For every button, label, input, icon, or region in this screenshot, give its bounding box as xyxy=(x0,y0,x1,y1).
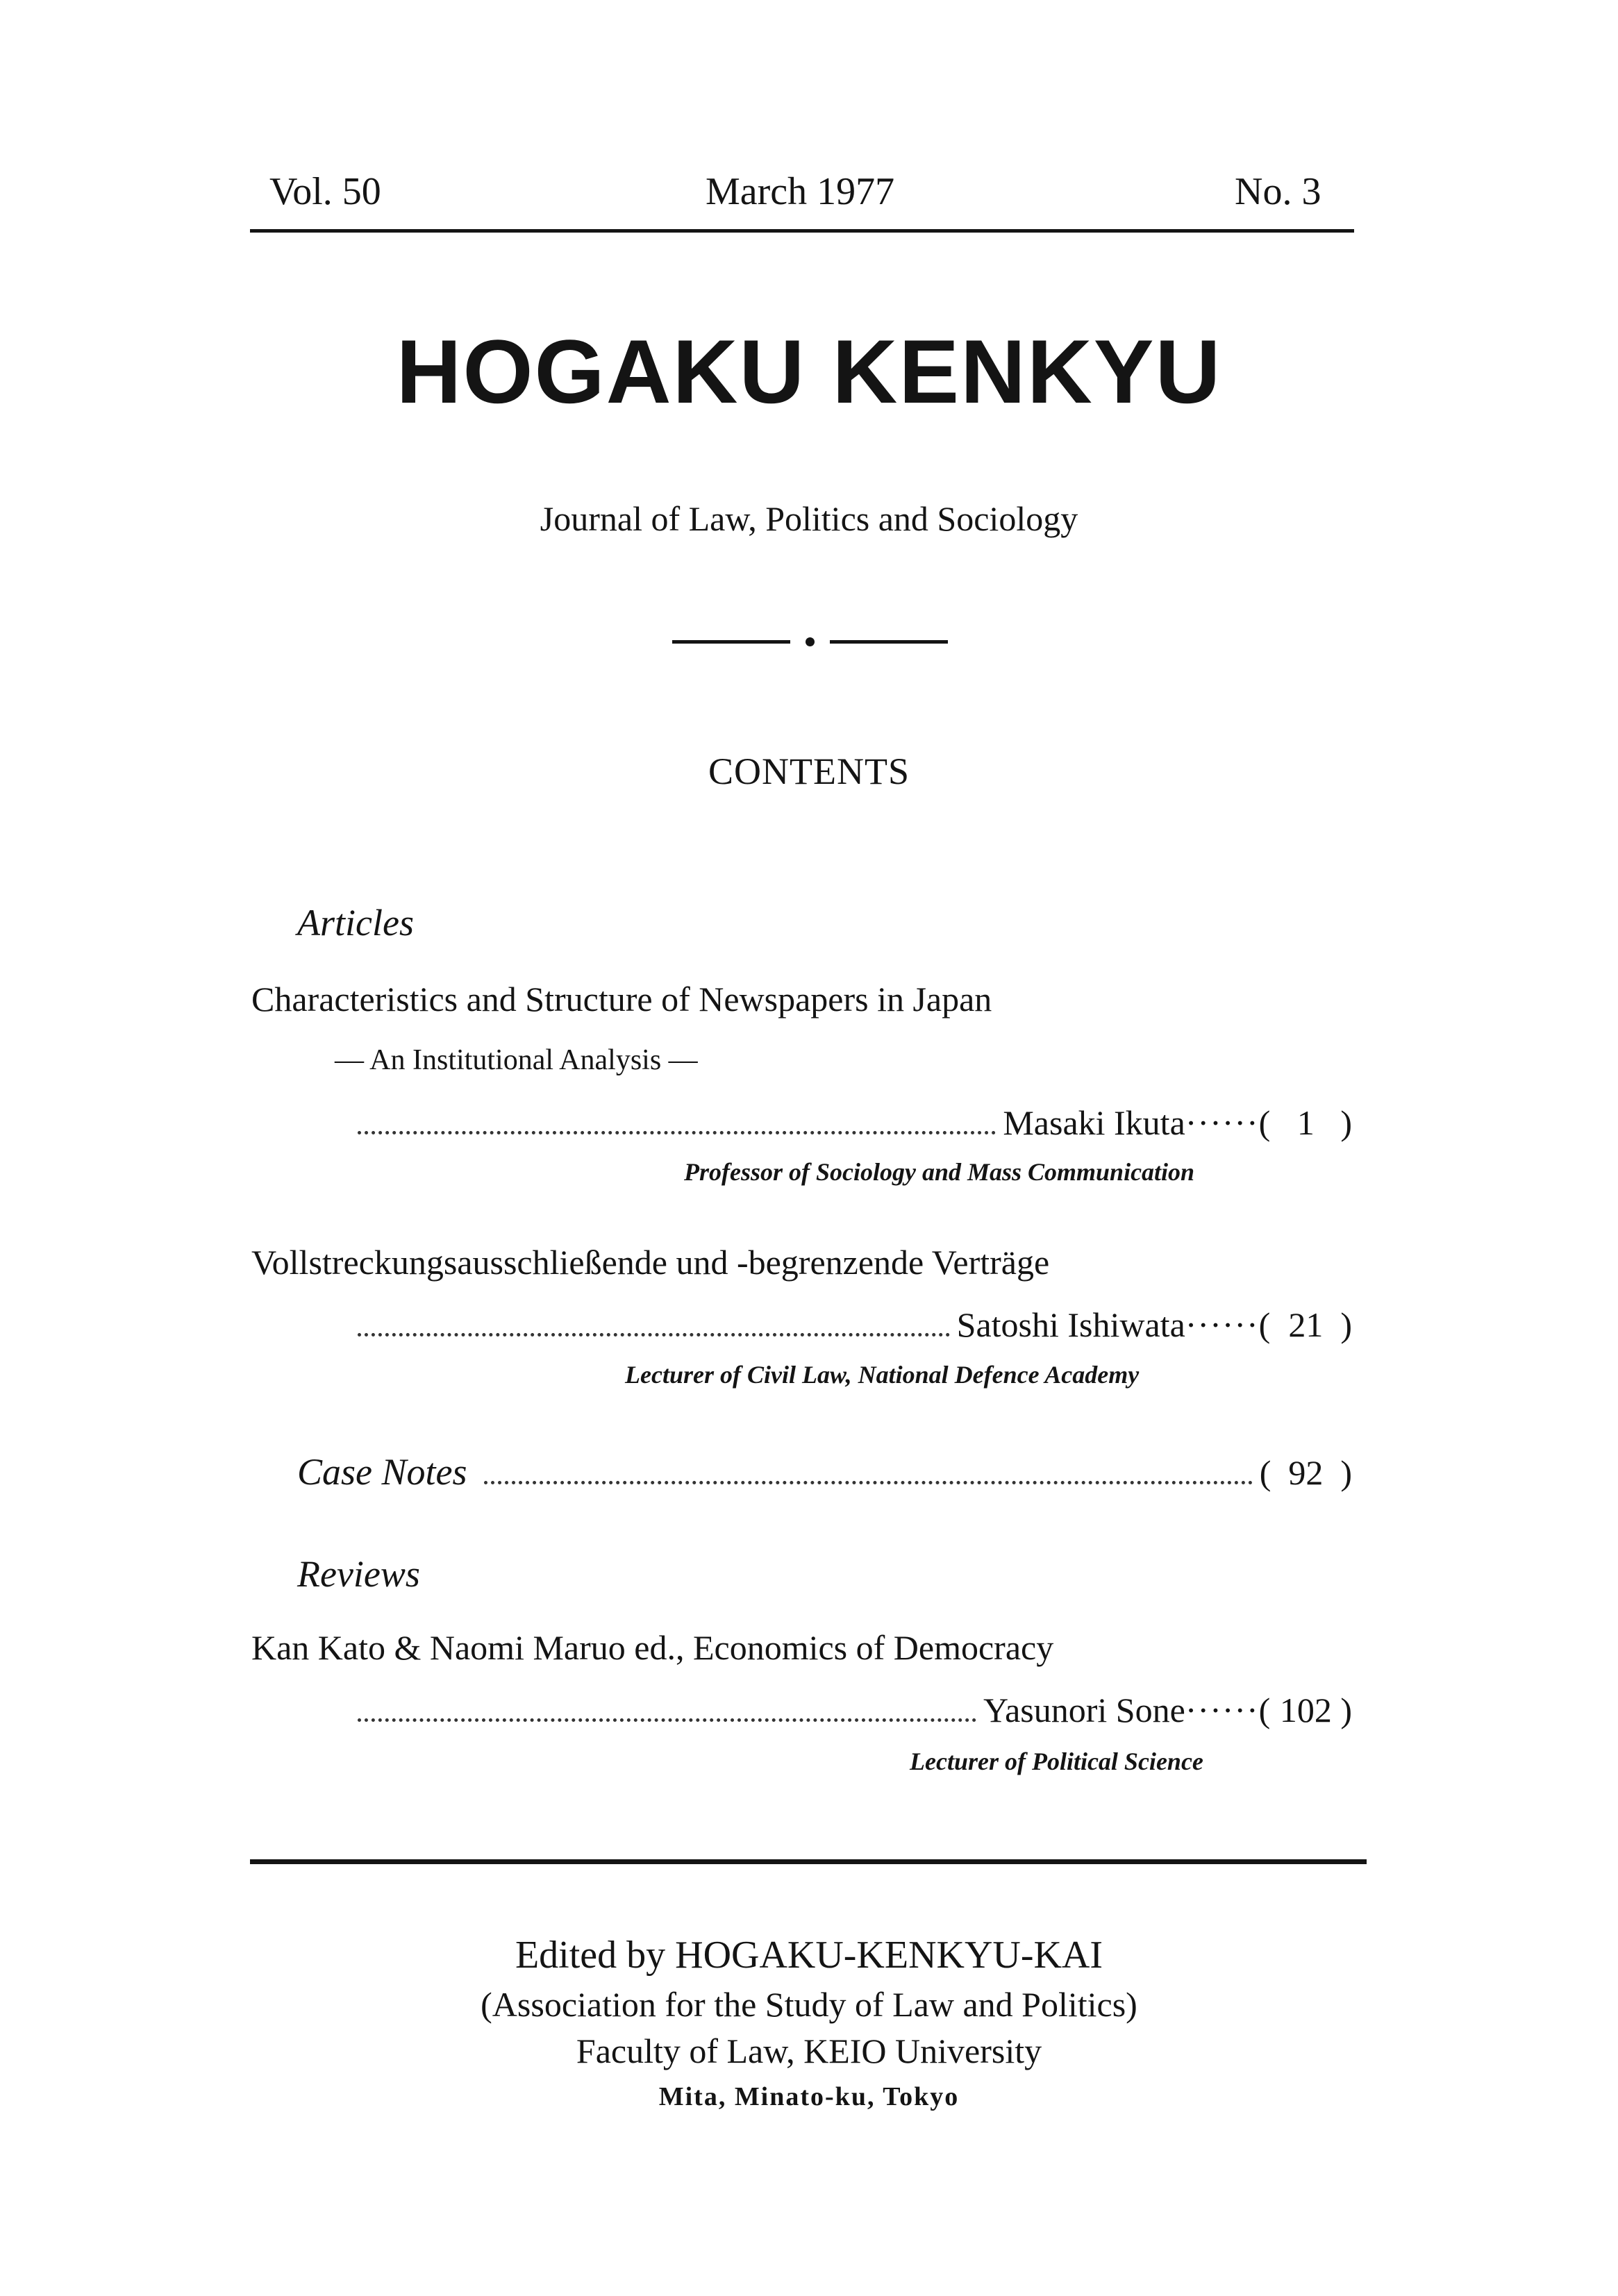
articles-heading: Articles xyxy=(297,902,414,944)
edited-by: Edited by HOGAKU-KENKYU-KAI xyxy=(515,1934,1103,1977)
ornament-left-rule xyxy=(672,640,790,644)
header-rule xyxy=(250,229,1354,233)
volume-label: Vol. 50 xyxy=(269,170,381,213)
article-1-page-ref: ······( 1 ) xyxy=(1185,1100,1352,1146)
case-notes-page: 92 xyxy=(1288,1453,1324,1492)
footer-rule xyxy=(250,1859,1367,1864)
dot-leader xyxy=(484,1481,1253,1484)
review-1-page: 102 xyxy=(1279,1691,1332,1729)
journal-title: HOGAKU KENKYU xyxy=(396,321,1222,422)
article-1-subtitle: — An Institutional Analysis — xyxy=(335,1044,698,1076)
dot-leader xyxy=(358,1718,976,1722)
association-name: (Association for the Study of Law and Politics) xyxy=(481,1985,1137,2024)
article-1-leader-line xyxy=(358,1100,1352,1146)
reviews-heading: Reviews xyxy=(297,1553,420,1595)
article-1-page: 1 xyxy=(1296,1103,1315,1142)
journal-subtitle: Journal of Law, Politics and Sociology xyxy=(540,499,1078,538)
article-2-page: 21 xyxy=(1288,1305,1324,1344)
ornament-right-rule xyxy=(830,640,948,644)
review-1-page-ref: ······( 102 ) xyxy=(1185,1687,1352,1733)
case-notes-heading: Case Notes xyxy=(297,1451,467,1493)
address: Mita, Minato-ku, Tokyo xyxy=(658,2082,960,2111)
issue-date: March 1977 xyxy=(706,170,895,213)
review-1-title: Kan Kato & Naomi Maruo ed., Economics of Democracy xyxy=(251,1628,1054,1667)
article-1-title: Characteristics and Structure of Newspapers in Japan xyxy=(251,980,992,1019)
article-2-page-ref: ······( 21 ) xyxy=(1185,1302,1352,1348)
article-2-affiliation: Lecturer of Civil Law, National Defence Academy xyxy=(625,1361,1140,1389)
dot-leader xyxy=(358,1131,996,1134)
contents-heading: CONTENTS xyxy=(708,751,910,792)
article-2-author: Satoshi Ishiwata xyxy=(956,1305,1185,1344)
faculty-name: Faculty of Law, KEIO University xyxy=(576,2031,1042,2070)
article-1-author: Masaki Ikuta xyxy=(1003,1103,1185,1142)
dot-leader xyxy=(358,1333,950,1336)
case-notes-page-ref: ( 92 ) xyxy=(1260,1450,1352,1495)
article-2-leader-line xyxy=(358,1302,1352,1348)
review-1-author: Yasunori Sone xyxy=(983,1691,1185,1729)
review-1-leader-line xyxy=(358,1687,1352,1733)
issue-number: No. 3 xyxy=(1235,170,1321,213)
case-notes-line xyxy=(297,1448,1352,1496)
review-1-affiliation: Lecturer of Political Science xyxy=(910,1748,1203,1775)
ornament-dot xyxy=(806,637,815,646)
article-2-title: Vollstreckungsausschließende und -begrenzende Verträge xyxy=(251,1243,1050,1282)
article-1-affiliation: Professor of Sociology and Mass Communication xyxy=(684,1158,1195,1186)
